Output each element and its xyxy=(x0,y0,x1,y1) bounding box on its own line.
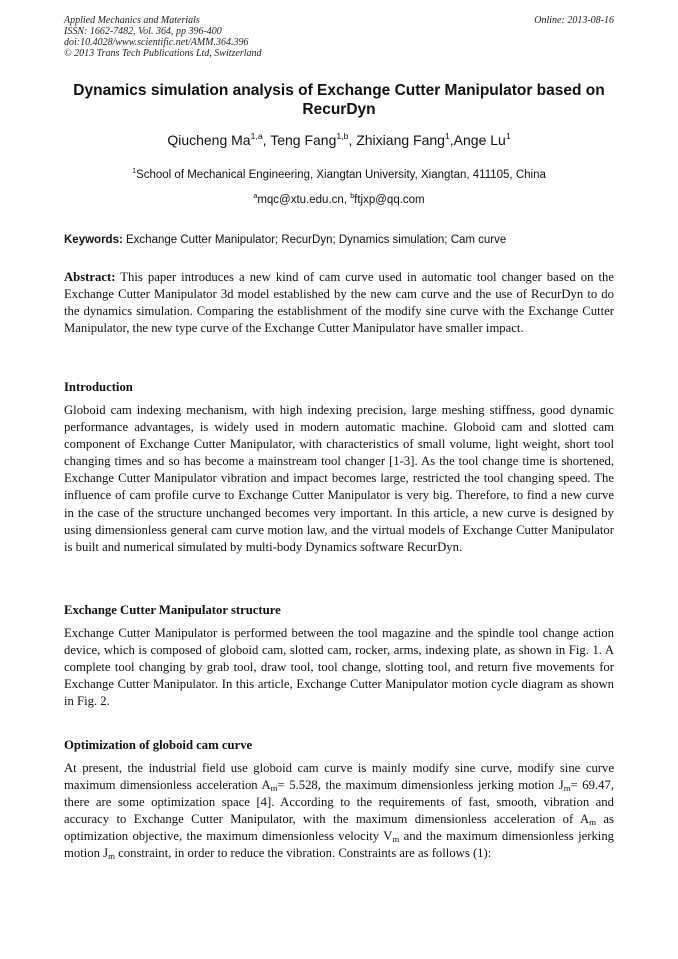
text-run: as optimization objective, the maximum dimensionless velocity V xyxy=(64,812,614,844)
author-sup: 1,b xyxy=(336,130,349,141)
text-run: constraint, in order to reduce the vibration. Constraints are as follows (1): xyxy=(114,846,492,861)
keywords-label: Keywords: xyxy=(64,234,123,246)
author-sup: 1 xyxy=(444,130,450,141)
journal-copyright: © 2013 Trans Tech Publications Ltd, Switzerland xyxy=(64,48,262,59)
author-sup: 1,a xyxy=(250,130,263,141)
author-name: Qiucheng Ma xyxy=(167,132,251,148)
text-run: = 5.528, the maximum dimensionless jerking motion J xyxy=(277,778,564,793)
author-sup: 1 xyxy=(505,130,511,141)
affiliation xyxy=(64,168,614,183)
journal-header xyxy=(64,15,262,59)
section-heading-structure: Exchange Cutter Manipulator structure xyxy=(64,603,281,617)
email-address: mqc@xtu.edu.cn xyxy=(257,194,344,206)
paper-title: Dynamics simulation analysis of Exchange Cutter Manipulator based on RecurDyn xyxy=(73,82,605,118)
email-address: ftjxp@qq.com xyxy=(354,194,425,206)
section-heading-optimization: Optimization of globoid cam curve xyxy=(64,738,253,752)
abstract xyxy=(64,269,614,337)
affiliation-sup: 1 xyxy=(132,167,137,176)
subscript: m xyxy=(270,783,278,794)
author-name: Teng Fang xyxy=(270,132,337,148)
author-name: Ange Lu xyxy=(453,132,506,148)
abstract-text: This paper introduces a new kind of cam curve used in automatic tool changer based on the Exchange Cutter Manipulator 3d model established by the new cam curve and the use of RecurDyn to do the dynamics simulation. Comparing the establishment of the modify sine curve with the Exchange Cutter Manipulator, the new type curve of the Exchange Cutter Manipulator have smaller impact. xyxy=(64,270,614,336)
text-run: and the maximum dimensionless jerking motion J xyxy=(64,829,615,861)
optimization-paragraph xyxy=(64,760,614,863)
introduction-paragraph: Globoid cam indexing mechanism, with high indexing precision, large meshing stiffness, good dynamic performance advantages, is widely used in modern automatic machine. Globoid cam and slotted cam component of Exchange Cutter Manipulator, with characteristics of small volume, light weight, short tool changing times and so has become a mainstream tool changer [1-3]. As the tool change time is shortened, Exchange Cutter Manipulator vibration and impact becomes large, restricted the tool changing speed. The influence of cam profile curve to Exchange Cutter Manipulator is very big. Therefore, to find a new curve in the case of the structure unchanged becomes very important. In this article, a new curve is designed by using dimensionless general cam curve motion law, and the virtual models of Exchange Cutter Manipulator is built and numerical simulated by multi-body Dynamics software RecurDyn. xyxy=(64,403,614,554)
affiliation-text: School of Mechanical Engineering, Xiangtan University, Xiangtan, 411105, China xyxy=(136,169,546,181)
keywords xyxy=(64,233,614,248)
text-run: = 69.47, there are some optimization space [4]. According to the requirements of fast, smooth, vibration and accuracy to Exchange Cutter Manipulator, with the maximum dimensionless acceleration of A xyxy=(64,778,614,827)
email-sup: a xyxy=(253,192,258,201)
author-name: Zhixiang Fang xyxy=(356,132,445,148)
abstract-label: Abstract: xyxy=(64,270,116,284)
journal-name: Applied Mechanics and Materials xyxy=(64,15,200,26)
section-heading-introduction: Introduction xyxy=(64,380,133,394)
subscript: m xyxy=(392,834,400,845)
email-sup: b xyxy=(350,192,355,201)
author-list: Qiucheng Ma$^{1,a}$, Teng Fang$^{1,b}$, Zhixiang Fang$^1$,Ange Lu$^1$ xyxy=(167,130,511,148)
email-list: $^a$mqc@xtu.edu.cn, $^b$ftjxp@qq.com xyxy=(253,192,425,206)
subscript: m xyxy=(563,783,571,794)
text-run: At present, the industrial field use globoid cam curve is mainly modify sine curve, modify sine curve maximum dimensionless acceleration A xyxy=(64,761,614,793)
online-date: Online: 2013-08-16 xyxy=(534,15,614,26)
structure-paragraph: Exchange Cutter Manipulator is performed between the tool magazine and the spindle tool change action device, which is composed of globoid cam, slotted cam, rocker, arms, indexing plate, as shown in Fig. 1. A complete tool changing by grab tool, draw tool, tool change, slotting tool, and return five movements for Exchange Cutter Manipulator. In this article, Exchange Cutter Manipulator motion cycle diagram as shown in Fig. 2. xyxy=(64,626,614,709)
journal-doi: doi:10.4028/www.scientific.net/AMM.364.396 xyxy=(64,37,249,48)
keywords-text: Exchange Cutter Manipulator; RecurDyn; Dynamics simulation; Cam curve xyxy=(126,234,507,246)
journal-issn: ISSN: 1662-7482, Vol. 364, pp 396-400 xyxy=(64,26,222,37)
subscript: m xyxy=(108,851,115,862)
subscript: m xyxy=(589,817,597,828)
